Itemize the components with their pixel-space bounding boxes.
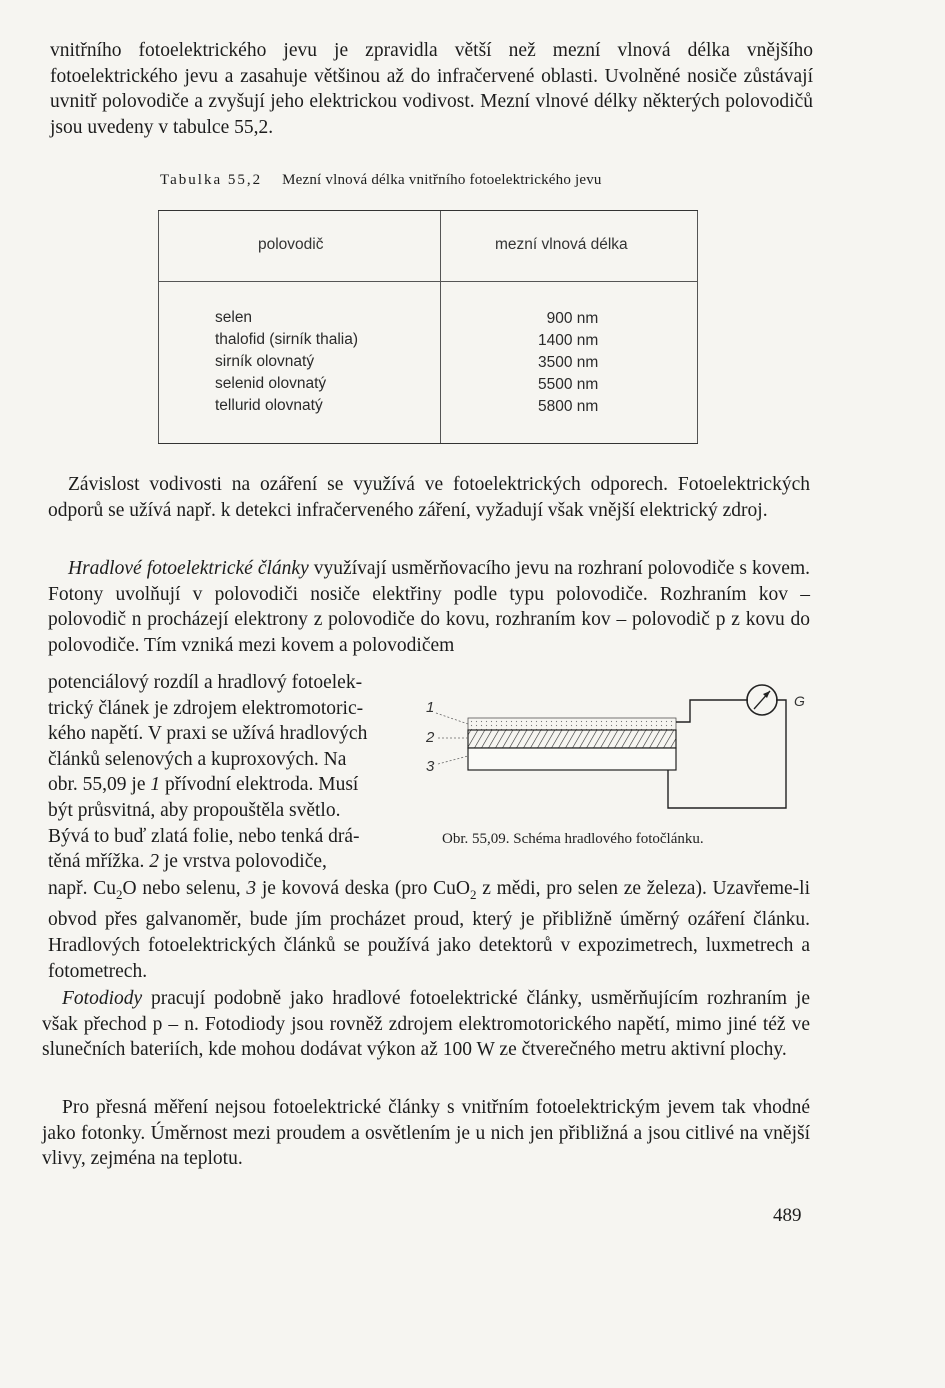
table-left-border — [158, 211, 159, 443]
wrap-text: přívodní elektroda. Musí — [160, 774, 359, 796]
semiconductor-layer — [468, 730, 676, 748]
table-cell-material: selenid olovnatý — [215, 375, 327, 392]
intro-paragraph: vnitřního fotoelektrického jevu je zpravidla větší než mezní vlnová délka vnějšího fotoelektrického jevu a zasahuje většinou až do infračervené oblasti. Uvolněné nosiče zůstávají uvnitř polovodiče a zvyšují jeho elektrickou vodivost. Mezní vlnové délky některých polovodičů jsou uvedeny v tabulce 55,2. — [50, 40, 813, 138]
wire-top — [676, 700, 748, 722]
wrap-line — [48, 849, 410, 875]
wrap-text: obr. 55,09 je — [48, 774, 151, 796]
leader-3 — [438, 756, 468, 764]
table-label: Tabulka 55,2 — [160, 172, 263, 188]
table-cell-wavelength: 1400 nm — [538, 332, 599, 349]
diodes-text: pracují podobně jako hradlové fotoelektrické články, usměrňujícím rozhraním je však přechod p – n. Fotodiody jsou rovněž zdrojem elektromotorického napětí, mimo jiné též ve slunečních bateriích, kde mohou dodávat výkon až 100 W ze čtverečného metru aktivní plochy. — [42, 988, 810, 1061]
table-cell-material: selen — [215, 309, 253, 326]
cells-text-a: využívají usměrňovacího jevu na rozhraní polovodiče s kovem. Fotony uvolňují v polovodiči nosiče elektřiny podle typu polovodiče. Rozhraním kov – polovodič n procházejí elektrony z polovodiče do kovu, rozhraním kov – polovodič p z kovu do polovodiče. Tím vzniká mezi kovem a polovodičem — [48, 558, 810, 656]
table-cell-wavelength: 900 nm — [546, 310, 599, 327]
table-title: Mezní vlnová délka vnitřního fotoelektrického jevu — [282, 172, 602, 188]
table-materials-column — [215, 307, 358, 417]
resistors-paragraph: Závislost vodivosti na ozáření se využívá ve fotoelektrických odporech. Fotoelektrických odporů se užívá např. k detekci infračerveného záření, vyžadují však vnější elektrický zdroj. — [48, 474, 810, 521]
cells-term: Hradlové fotoelektrické články — [68, 558, 309, 579]
ref-2: 2 — [149, 851, 159, 873]
wrap-text: těná mřížka. — [48, 851, 150, 873]
diodes-paragraph — [42, 986, 810, 1063]
cells-paragraph-bottom — [48, 876, 810, 984]
cells-text: je kovová deska (pro CuO — [256, 878, 470, 899]
figure-caption: Obr. 55,09. Schéma hradlového fotočlánku. — [442, 831, 704, 847]
electrode-layer — [468, 718, 676, 730]
table-cell-wavelength: 3500 nm — [538, 354, 599, 371]
table-cell-wavelength: 5500 nm — [538, 376, 599, 393]
table-wavelengths-column — [538, 308, 598, 418]
table-header-divider — [158, 281, 698, 282]
table-cell-material: sirník olovnatý — [215, 353, 315, 370]
wire-bottom — [668, 700, 786, 808]
cells-paragraph-top — [48, 556, 810, 658]
wrap-line: být průsvitná, aby propouštěla světlo. — [48, 799, 341, 821]
wrap-line: kého napětí. V praxi se užívá hradlových — [48, 723, 368, 745]
wavelength-table — [158, 210, 698, 444]
final-paragraph: Pro přesná měření nejsou fotoelektrické články s vnitřním fotoelektrickým jevem tak vhodné jako fotonky. Úměrnost mezi proudem a osvětlením je u nich jen přibližná a jsou citlivé na vnější vlivy, zejména na teplotu. — [42, 1097, 810, 1170]
diodes-term: Fotodiody — [62, 988, 143, 1009]
cells-text: z mědi, pro selen ze železa). Uzavřeme-li obvod přes galvanoměr, bude jím procházet proud, který je přibližně úměrný ozáření článku. Hradlových fotoelektrických článků se používá jako detektorů v expozimetrech, luxmetrech a fotometrech. — [48, 878, 811, 982]
table-caption — [160, 172, 602, 189]
table-cell-material: tellurid olovnatý — [215, 397, 323, 414]
subscript: 2 — [116, 886, 123, 902]
table-column-divider — [440, 211, 441, 443]
wrap-text: je vrstva polovodiče, — [159, 851, 327, 873]
metal-plate — [468, 748, 676, 770]
table-right-border — [697, 211, 698, 443]
table-header-material: polovodič — [258, 236, 324, 253]
leader-1 — [436, 713, 468, 724]
table-cell-material: thalofid (sirník thalia) — [215, 331, 359, 348]
figure-label-3: 3 — [426, 758, 435, 775]
wrap-line: potenciálový rozdíl a hradlový fotoelek- — [48, 672, 363, 693]
page-number: 489 — [773, 1205, 802, 1226]
ref-1: 1 — [150, 774, 161, 796]
cells-text: O nebo selenu, — [122, 878, 247, 899]
galvanometer-label: G — [794, 693, 805, 709]
ref-3: 3 — [246, 878, 257, 899]
figure-label-2: 2 — [426, 729, 435, 746]
figure-label-1: 1 — [426, 699, 435, 716]
cells-wrap-block — [48, 670, 410, 875]
photocell-diagram — [420, 672, 820, 822]
cells-text: např. Cu — [48, 878, 117, 899]
wrap-line: článků selenových a kuproxových. Na — [48, 748, 347, 770]
wrap-line — [48, 772, 410, 798]
subscript: 2 — [470, 886, 477, 902]
wrap-line: trický článek je zdrojem elektromotoric- — [48, 697, 364, 719]
wrap-line: Bývá to buď zlatá folie, nebo tenká drá- — [48, 825, 360, 847]
table-header-wavelength: mezní vlnová délka — [495, 236, 628, 253]
table-cell-wavelength: 5800 nm — [538, 398, 599, 415]
